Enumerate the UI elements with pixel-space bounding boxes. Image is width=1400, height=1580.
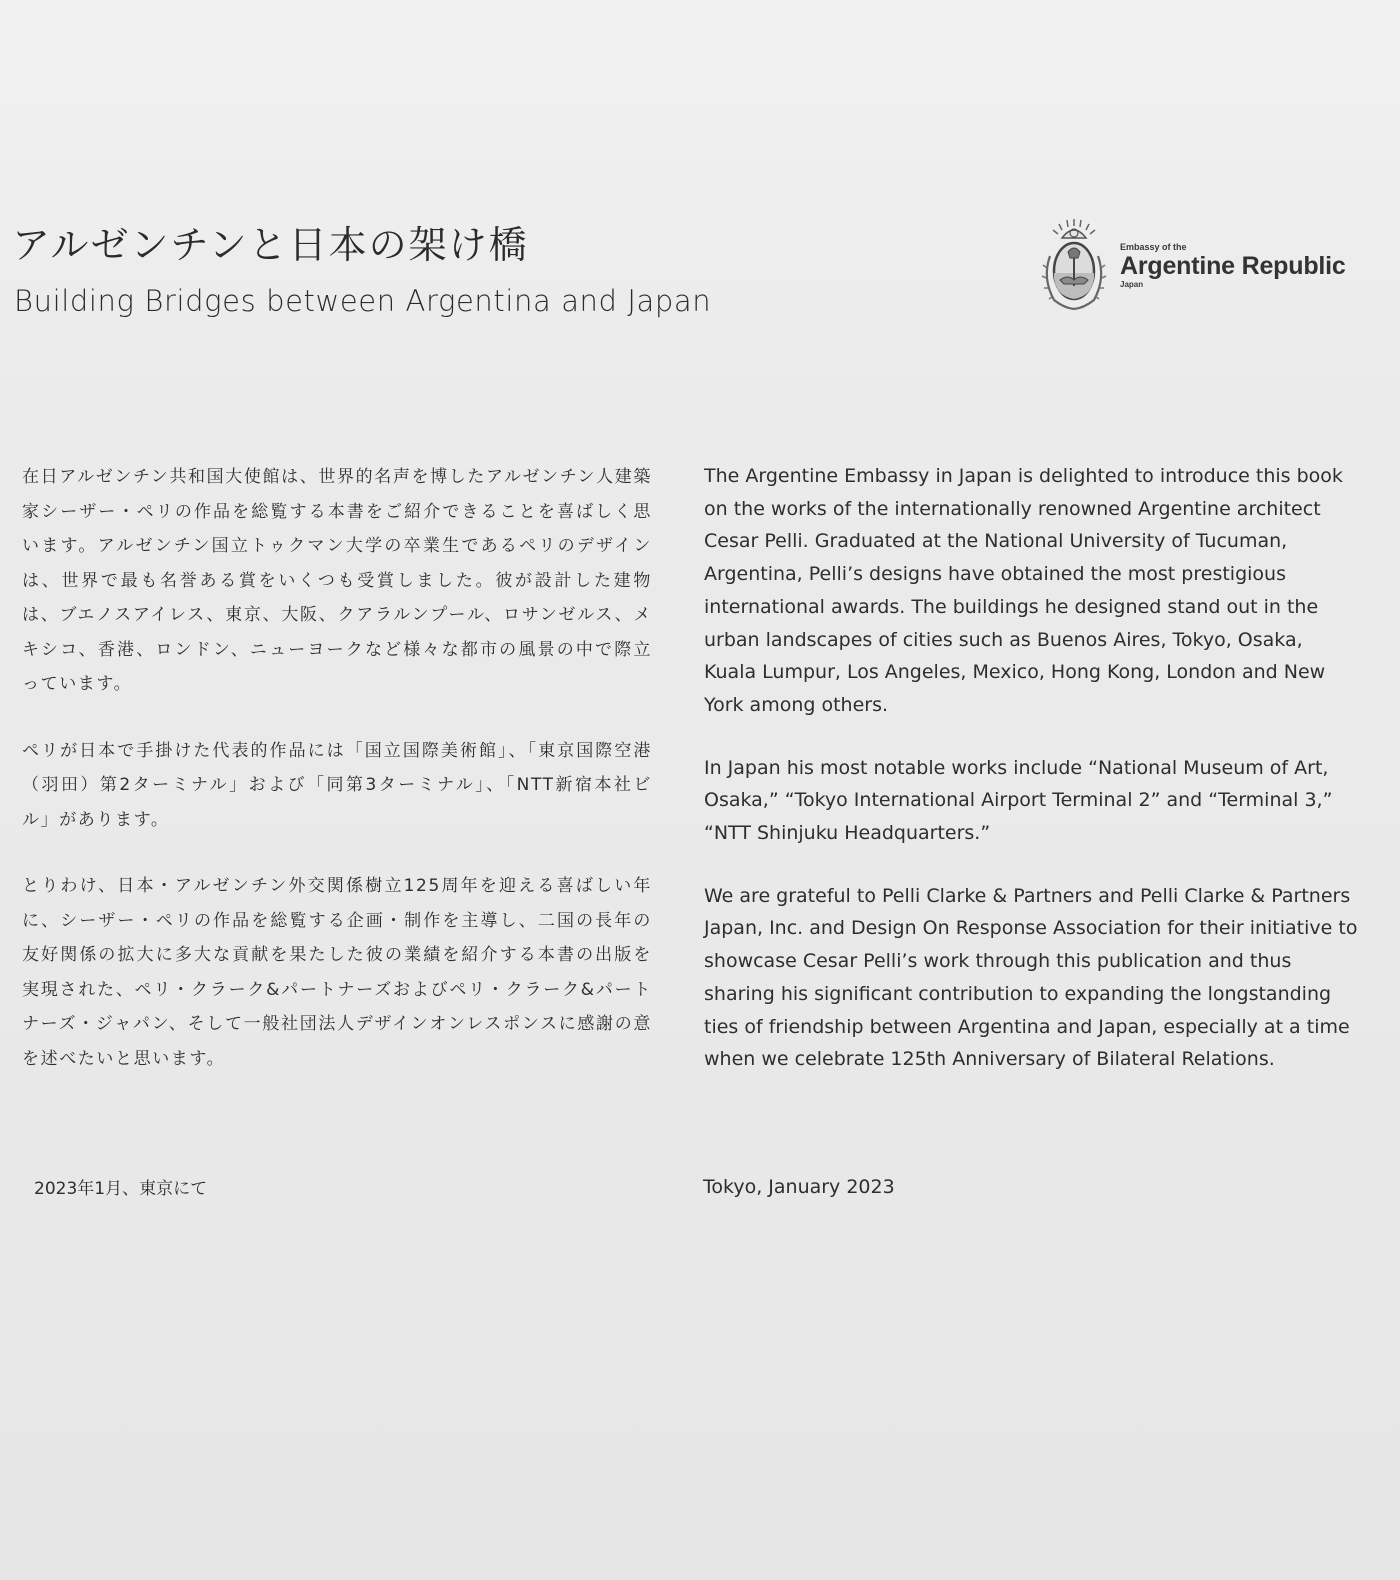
japanese-paragraph-2: ペリが日本で手掛けた代表的作品には「国立国際美術館」、「東京国際空港（羽田）第2ターミナル」および「同第3ターミナル」、「NTT新宿本社ビル」があります。 xyxy=(22,740,652,830)
english-date-line: Tokyo, January 2023 xyxy=(703,1176,895,1198)
english-paragraph-2: In Japan his most notable works include “National Museum of Art, Osaka,” “Tokyo International Airport Terminal 2” and “Terminal 3,” “NTT Shinjuku Headquarters.” xyxy=(704,756,1333,845)
embassy-logo xyxy=(1040,216,1370,316)
japanese-paragraph-3: とりわけ、日本・アルゼンチン外交関係樹立125周年を迎える喜ばしい年に、シーザー・ペリの作品を総覧する企画・制作を主導し、二国の長年の友好関係の拡大に多大な貢献を果たした彼の業績を紹介する本書の出版を実現された、ペリ・クラーク&パートナーズおよびペリ・クラーク&パートナーズ・ジャパン、そして一般社団法人デザインオンレスポンスに感謝の意を述べたいと思います。 xyxy=(22,876,652,1069)
logo-subtitle-bottom: Japan xyxy=(1120,280,1144,289)
japanese-paragraph-1: 在日アルゼンチン共和国大使館は、世界的名声を博したアルゼンチン人建築家シーザー・ペリの作品を総覧する本書をご紹介できることを喜ばしく思います。アルゼンチン国立トゥクマン大学の卒業生であるペリのデザインは、世界で最も名誉ある賞をいくつも受賞しました。彼が設計した建物は、ブエノスアイレス、東京、大阪、クアラルンプール、ロサンゼルス、メキシコ、香港、ロンドン、ニューヨークなど様々な都市の風景の中で際立っています。 xyxy=(22,467,652,694)
page-title-japanese: アルゼンチンと日本の架け橋 xyxy=(12,223,529,267)
english-paragraph-1: The Argentine Embassy in Japan is delighted to introduce this book on the works of the internationally renowned Argentine architect Cesar Pelli. Graduated at the National University of Tucuman, Argentina, Pelli’s designs have obtained the most prestigious international awards. The buildings he designed stand out in the urban landscapes of cities such as Buenos Aires, Tokyo, Osaka, Kuala Lumpur, Los Angeles, Mexico, Hong Kong, London and New York among others. xyxy=(704,465,1343,716)
page-title-english: Building Bridges between Argentina and Japan xyxy=(14,284,712,318)
english-paragraph-3: We are grateful to Pelli Clarke & Partners and Pelli Clarke & Partners Japan, Inc. and Design On Response Association for their initiative to showcase Cesar Pelli’s work through this publication and thus sharing his significant contribution to expanding the longstanding ties of friendship between Argentina and Japan, especially at a time when we celebrate 125th Anniversary of Bilateral Relations. xyxy=(704,884,1358,1071)
logo-subtitle-top: Embassy of the xyxy=(1120,242,1187,252)
argentine-coat-of-arms-icon xyxy=(1040,216,1108,312)
japanese-date-line: 2023年1月、東京にて xyxy=(34,1179,208,1199)
english-text-column xyxy=(704,460,1360,1076)
logo-main-text: Argentine Republic xyxy=(1120,252,1346,280)
japanese-text-column xyxy=(22,460,652,1076)
